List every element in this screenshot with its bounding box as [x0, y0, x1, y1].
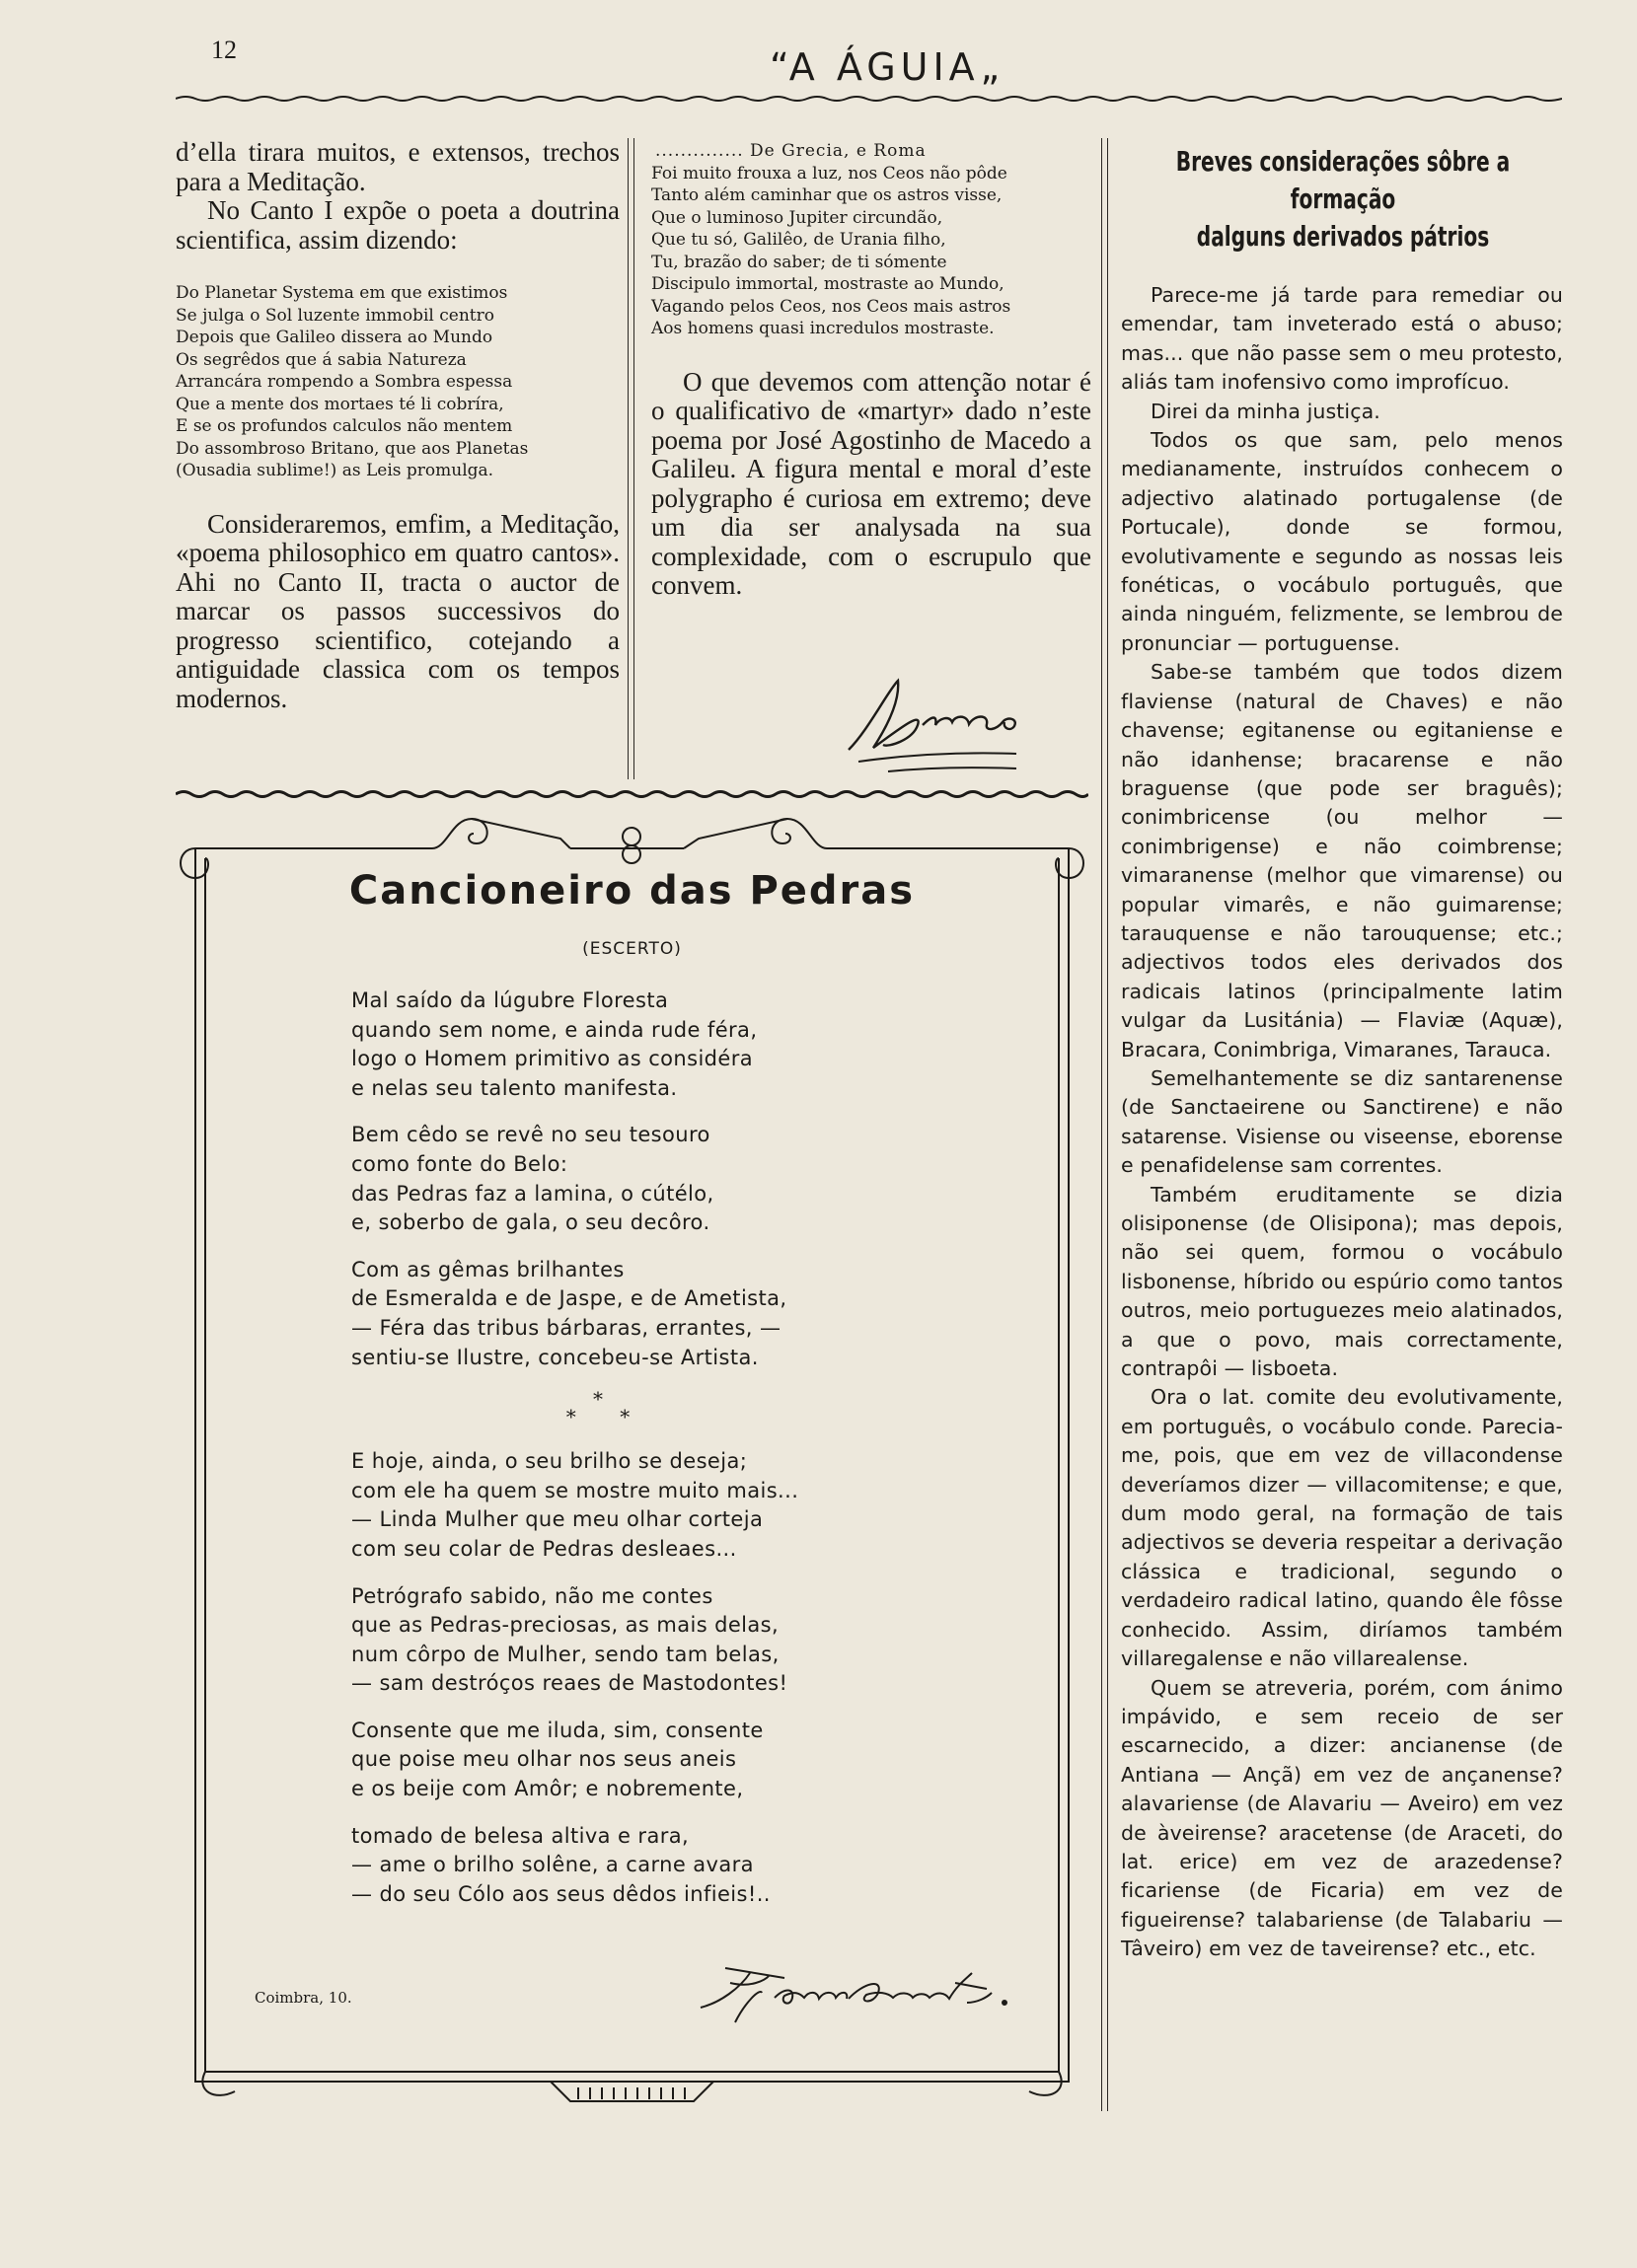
section-wavy-rule — [176, 789, 1088, 799]
bruno-signature — [829, 671, 1036, 779]
poem-line: — sam destróços reaes de Mastodontes! — [351, 1671, 788, 1696]
poem-line: — Féra das tribus bárbaras, errantes, — — [351, 1315, 781, 1340]
poem-line: com ele ha quem se mostre muito mais... — [351, 1478, 799, 1502]
article-paragraph: Direi da minha justiça. — [1151, 399, 1380, 423]
quote-line: Que tu só, Galilêo, de Urania filho, — [651, 230, 946, 250]
poem-line: e nelas seu talento manifesta. — [351, 1075, 678, 1100]
quote-line: Vagando pelos Ceos, nos Ceos mais astros — [651, 296, 1011, 317]
left-paragraph-3: Consideraremos, emfim, a Meditação, «poema philosophico em quatro cantos». Ahi no Canto II, tracta o auctor de marcar os passos successivos do progresso scientifico, cotejando a antiguidade classica com os tempos modernos. — [176, 508, 620, 713]
quote-line: (Ousadia sublime!) as Leis promulga. — [176, 461, 494, 480]
poem-stanza — [351, 1717, 983, 1804]
poem-line: num côrpo de Mulher, sendo tam belas, — [351, 1642, 780, 1666]
quote-line: E se os profundos calculos não mentem — [176, 416, 513, 436]
poem-line: das Pedras faz a lamina, o cútélo, — [351, 1181, 714, 1206]
asterism-bottom: * * — [565, 1405, 631, 1429]
poem-line: logo o Homem primitivo as considéra — [351, 1047, 754, 1071]
article-paragraph: Quem se atreveria, porém, com ánimo impávido, e sem receio de ser escarnecido, a dizer: ancianense (de Antiana — Ançã) em vez de ançanense? alavariense (de Alavariu — Aveiro) em vez de àveirense? aracetense (de Araceti, do lat. erice) em vez de arazedense? ficariense (de Ficaria) em vez de figueirense? talabariense (de Talabariu — Tâveiro) em vez de taveirense? etc., etc. — [1121, 1675, 1563, 1961]
page-number: 12 — [211, 36, 237, 64]
quote-line: .............. De Grecia, e Roma — [655, 141, 927, 161]
column-divider — [1101, 138, 1102, 2111]
poem-line: Bem cêdo se revê no seu tesouro — [351, 1123, 710, 1147]
poem-line: e, soberbo de gala, o seu decôro. — [351, 1210, 710, 1235]
poem-line: como fonte do Belo: — [351, 1151, 568, 1176]
affonso-duarte-signature — [691, 1963, 1016, 2032]
article-paragraph: Também eruditamente se dizia olisiponense (de Olisipona); mas depois, não sei quem, formou o vocábulo lisbonense, híbrido ou espúrio como tantos outros, meio portuguezes meio alatinados, a que o povo, mais correctamente, contrapôi — lisboeta. — [1121, 1182, 1563, 1381]
quote-line: Aos homens quasi incredulos mostraste. — [651, 319, 995, 338]
article-title-line: dalguns derivados pátrios — [1196, 220, 1490, 253]
quote-line: Que a mente dos mortaes té li cobríra, — [176, 394, 504, 414]
article-paragraph: Semelhantemente se diz santarenense (de Sanctaeirene ou Sanctirene) e não satarense. Visiense ou viseense, eborense e penafidelense sam correntes. — [1121, 1065, 1563, 1178]
poem-asterism — [351, 1387, 845, 1429]
poem-line: E hoje, ainda, o seu brilho se deseja; — [351, 1449, 748, 1474]
poem-line: — do seu Cólo aos seus dêdos infieis!.. — [351, 1881, 771, 1906]
poem-line: Com as gêmas brilhantes — [351, 1257, 625, 1281]
poem-line: com seu colar de Pedras desleaes... — [351, 1536, 737, 1561]
running-title: “A ÁGUIA„ — [770, 45, 1005, 89]
article-paragraph: Ora o lat. comite deu evolutivamente, em português, o vocábulo conde. Parecia-me, pois, que em vez de villacondense deveríamos dizer — villacomitense; e que, dum modo geral, na formação de tais adjectivos se deveria respeitar a derivação clássica e tradicional, segundo o verdadeiro radical latino, quando êle fôsse conhecido. Assim, diríamos também villaregalense e não villarealense. — [1121, 1385, 1563, 1671]
article-paragraph: Sabe-se também que todos dizem flaviense (natural de Chaves) e não chavense; egitanense ou egitaniense e não idanhense; bracarense e não braguense (que pode ser braguês); conimbricense (ou melhor — conimbrigense) e não coimbrense; vimaranense (melhor que vimarense) ou popular vimarês, e não guimarense; tarauquense e não tarouquense; etc.; adjectivos todos eles derivados dos radicais latinos (principalmente latim vulgar da Lusitánia) — Flaviæ (Aquæ), Bracara, Conimbriga, Vimaranes, Tarauca. — [1121, 660, 1563, 1061]
left-verse-quote — [176, 282, 620, 482]
middle-paragraph-1: O que devemos com attenção notar é o qualificativo de «martyr» dado n’este poema por José Agostinho de Macedo a Galileu. A figura mental e moral d’este polygrapho é curiosa em extremo; deve um dia ser analysada na sua complexidade, com o escrupulo que convem. — [651, 366, 1091, 600]
poem-line: de Esmeralda e de Jaspe, e de Ametista, — [351, 1286, 787, 1311]
quote-line: Tanto além caminhar que os astros visse, — [651, 185, 1003, 205]
poem-line: que poise meu olhar nos seus aneis — [351, 1747, 737, 1772]
column-divider — [633, 138, 634, 779]
poem-title: Cancioneiro das Pedras — [348, 868, 916, 914]
quote-line: Se julga o Sol luzente immobil centro — [176, 305, 494, 326]
article-paragraph: Todos os que sam, pelo menos medianamente, instruídos conhecem o adjectivo alatinado portugalense (de Portucale), donde se formou, evolutivamente e segundo as nossas leis fonéticas, o vocábulo português, que ainda ninguém, felizmente, se lembrou de pronunciar — portuguense. — [1121, 428, 1563, 655]
quote-line: Arrancára rompendo a Sombra espessa — [176, 372, 513, 392]
quote-line: Que o luminoso Jupiter circundão, — [651, 207, 943, 228]
quote-line: Depois que Galileo dissera ao Mundo — [176, 328, 493, 347]
asterism-top: * — [593, 1387, 603, 1412]
header-wavy-rule — [176, 95, 1562, 103]
poem-line: e os beije com Amôr; e nobremente, — [351, 1777, 744, 1801]
quote-line: Discipulo immortal, mostraste ao Mundo, — [651, 274, 1005, 294]
poem-subtitle: (ESCERTO) — [582, 939, 682, 959]
middle-verse-quote — [651, 140, 1091, 340]
column-divider — [1107, 138, 1108, 2111]
poem-line: Petrógrafo sabido, não me contes — [351, 1583, 713, 1608]
poem-stanza — [351, 1121, 983, 1237]
poem-line: — Linda Mulher que meu olhar corteja — [351, 1507, 764, 1532]
left-paragraph-2: No Canto I expõe o poeta a doutrina scientifica, assim dizendo: — [176, 195, 620, 255]
left-paragraph-1: d’ella tirara muitos, e extensos, trechos para a Meditação. — [176, 137, 620, 196]
article-paragraph: Parece-me já tarde para remediar ou emendar, tam inveterado está o abuso; mas... que não passe sem o meu protesto, aliás tam inofensivo como improfícuo. — [1121, 283, 1563, 395]
poem-place-date: Coimbra, 10. — [255, 1989, 352, 2007]
poem-line: Consente que me iluda, sim, consente — [351, 1718, 764, 1742]
quote-line: Do Planetar Systema em que existimos — [176, 283, 508, 303]
poem-line: sentiu-se Ilustre, concebeu-se Artista. — [351, 1345, 759, 1369]
poem-line: — ame o brilho solêne, a carne avara — [351, 1853, 754, 1877]
quote-line: Tu, brazão do saber; de ti sómente — [651, 252, 947, 272]
poem-line: tomado de belesa altiva e rara, — [351, 1823, 690, 1848]
poem-stanza — [351, 1447, 983, 1564]
poem-stanza — [351, 987, 983, 1103]
poem-line: que as Pedras-preciosas, as mais delas, — [351, 1613, 780, 1638]
poem-stanza — [351, 1582, 983, 1699]
article-title — [1126, 143, 1559, 256]
quote-line: Do assombroso Britano, que aos Planetas — [176, 438, 529, 459]
poem-line: quando sem nome, e ainda rude féra, — [351, 1017, 758, 1042]
quote-line: Os segrêdos que á sabia Natureza — [176, 349, 467, 370]
poem-stanza — [351, 1256, 983, 1372]
middle-column — [651, 138, 1091, 601]
poem-stanza — [351, 1822, 983, 1910]
article-title-line: Breves considerações sôbre a formação — [1175, 145, 1511, 215]
column-divider — [628, 138, 629, 779]
quote-line: Foi muito frouxa a luz, nos Ceos não pôde — [651, 163, 1007, 183]
left-column — [176, 138, 620, 713]
poem-body — [351, 987, 983, 1927]
poem-line: Mal saído da lúgubre Floresta — [351, 988, 669, 1012]
right-column — [1121, 138, 1563, 1964]
